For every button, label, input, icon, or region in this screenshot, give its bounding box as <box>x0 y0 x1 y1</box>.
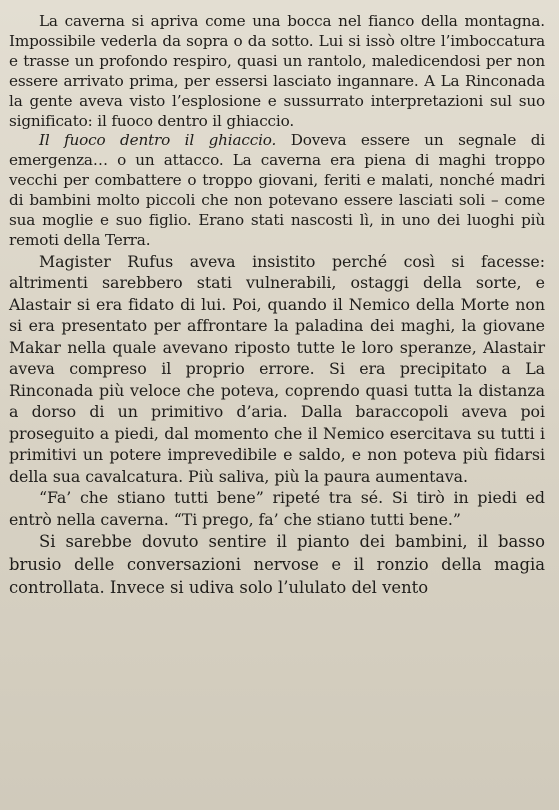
paragraph-dialogue <box>9 487 545 530</box>
paragraph-text: Doveva essere un segnale di emergenza… o un attacco. La caverna era piena di maghi troppo vecchi per combattere o troppo giovani, feriti e malati, nonché madri di bambini molto piccoli che non potevano essere lasciati soli – come sua moglie e suo figlio. Erano stati nascosti lì, in uno dei luoghi più remoti della Terra. <box>9 131 545 249</box>
paragraph-fire-in-ice <box>9 131 545 250</box>
paragraph-text: Si sarebbe dovuto sentire il pianto dei bambini, il basso brusio delle conversazioni nervose e il ronzio della magia controllata. Invece si udiva solo l’ululato del vento <box>9 532 545 598</box>
paragraph-silence <box>9 530 545 599</box>
paragraph-text: Magister Rufus aveva insistito perché così si facesse: altrimenti sarebbero stati vulnerabili, ostaggi della sorte, e Alastair si era fidato di lui. Poi, quando il Nemico della Morte non si era presentato per affrontare la paladina dei maghi, la giovane Makar nella quale avevano riposto tutte le loro speranze, Alastair aveva compreso il proprio errore. Si era precipitato a La Rinconada più veloce che poteva, coprendo quasi tutta la distanza a dorso di un primitivo d’aria. Dalla baraccopoli aveva poi proseguito a piedi, dal momento che il Nemico esercitava su tutti i primitivi un potere imprevedibile e saldo, e non poteva più fidarsi della sua cavalcatura. Più saliva, più la paura aumentava. <box>9 251 545 486</box>
italic-phrase: Il fuoco dentro il ghiaccio. <box>39 131 277 150</box>
paragraph-magister-rufus <box>9 251 545 488</box>
paragraph-cave-description <box>9 12 545 131</box>
paragraph-text: “Fa’ che stiano tutti bene” ripeté tra sé. Si tirò in piedi ed entrò nella caverna. “Ti prego, fa’ che stiano tutti bene.” <box>9 488 545 529</box>
paragraph-text: La caverna si apriva come una bocca nel fianco della montagna. Impossibile vederla da sopra o da sotto. Lui si issò oltre l’imboccatura e trasse un profondo respiro, quasi un rantolo, maledicendosi per non essere arrivato prima, per essersi lasciato ingannare. A La Rinconada la gente aveva visto l’esplosione e sussurrato interpretazioni sul suo significato: il fuoco dentro il ghiaccio. <box>9 12 545 130</box>
